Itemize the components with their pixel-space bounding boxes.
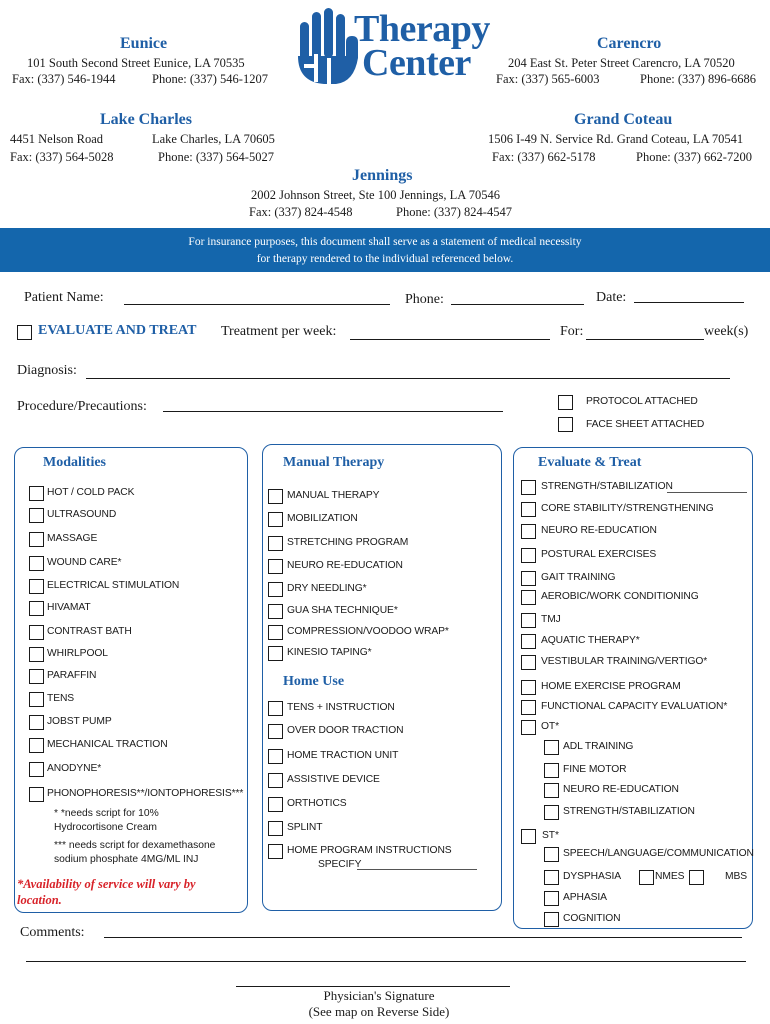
evaluate-treat-title: Evaluate & Treat: [538, 455, 642, 470]
modality-electrical-stimulation-label: ELECTRICAL STIMULATION: [47, 580, 180, 591]
nmes-label: NMES: [655, 871, 685, 882]
modality-whirlpool-label: WHIRLPOOL: [47, 648, 108, 659]
modality-anodyne-checkbox[interactable]: [29, 762, 44, 777]
procedure-field[interactable]: [163, 411, 503, 412]
location-carencro-fax: Fax: (337) 565-6003: [496, 72, 600, 86]
manual-kinesio-taping-checkbox[interactable]: [268, 646, 283, 661]
modality-electrical-stimulation-checkbox[interactable]: [29, 579, 44, 594]
st-aphasia-checkbox[interactable]: [544, 891, 559, 906]
ot-adl-training-label: ADL TRAINING: [563, 741, 634, 752]
ot-fine-motor-checkbox[interactable]: [544, 763, 559, 778]
home-over-door-traction-label: OVER DOOR TRACTION: [287, 725, 404, 736]
location-eunice-address: 101 South Second Street Eunice, LA 70535: [27, 56, 245, 70]
modality-contrast-bath-label: CONTRAST BATH: [47, 626, 132, 637]
phone-label: Phone:: [405, 292, 444, 307]
manual-compression-voodoo-wrap-label: COMPRESSION/VOODOO WRAP*: [287, 626, 449, 637]
evaluate-functional-capacity-evaluation-checkbox[interactable]: [521, 700, 536, 715]
mbs-label: MBS: [725, 871, 748, 882]
evaluate-strength-stabilization-checkbox[interactable]: [521, 480, 536, 495]
mbs-checkbox[interactable]: [689, 870, 704, 885]
manual-stretching-program-label: STRETCHING PROGRAM: [287, 537, 409, 548]
diagnosis-field[interactable]: [86, 378, 730, 379]
evaluate-ot-label: OT*: [541, 721, 560, 732]
manual-mobilization-label: MOBILIZATION: [287, 513, 358, 524]
location-jennings-address: 2002 Johnson Street, Ste 100 Jennings, LA 70546: [251, 188, 500, 202]
evaluate-home-exercise-program-label: HOME EXERCISE PROGRAM: [541, 681, 681, 692]
evaluate-neuro-re-education-checkbox[interactable]: [521, 524, 536, 539]
evaluate-treat-checkbox[interactable]: [17, 325, 32, 340]
strength-specify-field[interactable]: [667, 492, 747, 493]
nmes-checkbox[interactable]: [639, 870, 654, 885]
modality-wound-care-checkbox[interactable]: [29, 556, 44, 571]
medical-necessity-banner: [0, 228, 770, 272]
modality-phonophoresis-iontophoresis-checkbox[interactable]: [29, 787, 44, 802]
evaluate-gait-training-label: GAIT TRAINING: [541, 572, 616, 583]
specify-label: SPECIFY: [318, 859, 362, 870]
st-speech-language-communication-checkbox[interactable]: [544, 847, 559, 862]
modality-hivamat-checkbox[interactable]: [29, 601, 44, 616]
ot-neuro-re-education-label: NEURO RE-EDUCATION: [563, 784, 679, 795]
manual-compression-voodoo-wrap-checkbox[interactable]: [268, 625, 283, 640]
modality-massage-checkbox[interactable]: [29, 532, 44, 547]
location-jennings-phone: Phone: (337) 824-4547: [396, 205, 512, 219]
location-grand-coteau-name: Grand Coteau: [574, 111, 673, 128]
home-use-title: Home Use: [283, 674, 345, 689]
manual-manual-therapy-checkbox[interactable]: [268, 489, 283, 504]
location-jennings-fax: Fax: (337) 824-4548: [249, 205, 353, 219]
evaluate-aquatic-therapy-checkbox[interactable]: [521, 634, 536, 649]
location-eunice-fax: Fax: (337) 546-1944: [12, 72, 116, 86]
location-eunice-name: Eunice: [120, 35, 168, 52]
home-orthotics-label: ORTHOTICS: [287, 798, 347, 809]
weeks-label: week(s): [704, 324, 749, 339]
treatment-per-week-label: Treatment per week:: [221, 324, 337, 339]
hydrocortisone-note-1: * *needs script for 10%: [54, 808, 159, 819]
location-lake-charles-street: 4451 Nelson Road: [10, 132, 104, 146]
manual-manual-therapy-label: MANUAL THERAPY: [287, 490, 380, 501]
diagnosis-label: Diagnosis:: [17, 363, 77, 378]
logo-line1: Therapy: [354, 8, 490, 50]
modality-jobst-pump-label: JOBST PUMP: [47, 716, 112, 727]
modality-jobst-pump-checkbox[interactable]: [29, 715, 44, 730]
signature-line[interactable]: [236, 986, 510, 987]
modality-mechanical-traction-checkbox[interactable]: [29, 738, 44, 753]
st-speech-language-communication-label: SPEECH/LANGUAGE/COMMUNICATION: [563, 848, 754, 859]
home-splint-label: SPLINT: [287, 822, 323, 833]
home-home-traction-unit-checkbox[interactable]: [268, 749, 283, 764]
modality-whirlpool-checkbox[interactable]: [29, 647, 44, 662]
evaluate-treat-label: EVALUATE AND TREAT: [38, 323, 197, 338]
evaluate-gait-training-checkbox[interactable]: [521, 571, 536, 586]
modality-contrast-bath-checkbox[interactable]: [29, 625, 44, 640]
location-carencro-address: 204 East St. Peter Street Carencro, LA 70520: [508, 56, 735, 70]
manual-mobilization-checkbox[interactable]: [268, 512, 283, 527]
evaluate-aquatic-therapy-label: AQUATIC THERAPY*: [541, 635, 640, 646]
comments-field-line1[interactable]: [104, 937, 742, 938]
evaluate-tmj-label: TMJ: [541, 614, 561, 625]
evaluate-strength-stabilization-label: STRENGTH/STABILIZATION: [541, 481, 673, 492]
modality-hivamat-label: HIVAMAT: [47, 602, 91, 613]
modality-ultrasound-label: ULTRASOUND: [47, 509, 117, 520]
manual-dry-needling-checkbox[interactable]: [268, 582, 283, 597]
ot-fine-motor-label: FINE MOTOR: [563, 764, 627, 775]
home-over-door-traction-checkbox[interactable]: [268, 724, 283, 739]
protocol-attached-label: PROTOCOL ATTACHED: [586, 396, 698, 407]
face-sheet-checkbox[interactable]: [558, 417, 573, 432]
banner-line2: for therapy rendered to the individual referenced below.: [256, 253, 514, 265]
manual-therapy-title: Manual Therapy: [283, 455, 385, 470]
logo: [296, 8, 496, 88]
ot-strength-stabilization-checkbox[interactable]: [544, 805, 559, 820]
modality-massage-label: MASSAGE: [47, 533, 98, 544]
evaluate-tmj-checkbox[interactable]: [521, 613, 536, 628]
home-home-program-instructions-checkbox[interactable]: [268, 844, 283, 859]
hydrocortisone-note-2: Hydrocortisone Cream: [54, 822, 158, 833]
home-splint-checkbox[interactable]: [268, 821, 283, 836]
manual-stretching-program-checkbox[interactable]: [268, 536, 283, 551]
comments-label: Comments:: [20, 925, 85, 940]
evaluate-core-stability-strengthening-checkbox[interactable]: [521, 502, 536, 517]
location-jennings-name: Jennings: [352, 167, 413, 184]
date-label: Date:: [596, 290, 627, 305]
location-carencro-phone: Phone: (337) 896-6686: [640, 72, 756, 86]
location-lake-charles-name: Lake Charles: [100, 111, 192, 128]
modality-paraffin-checkbox[interactable]: [29, 669, 44, 684]
modalities-title: Modalities: [43, 455, 106, 470]
modality-paraffin-label: PARAFFIN: [47, 670, 97, 681]
home-home-program-instructions-label: HOME PROGRAM INSTRUCTIONS: [287, 845, 452, 856]
ot-adl-training-checkbox[interactable]: [544, 740, 559, 755]
evaluate-aerobic-work-conditioning-label: AEROBIC/WORK CONDITIONING: [541, 591, 699, 602]
patient-name-field[interactable]: [124, 304, 390, 305]
evaluate-core-stability-strengthening-label: CORE STABILITY/STRENGTHENING: [541, 503, 714, 514]
ot-neuro-re-education-checkbox[interactable]: [544, 783, 559, 798]
manual-neuro-re-education-label: NEURO RE-EDUCATION: [287, 560, 403, 571]
modality-hot-cold-pack-label: HOT / COLD PACK: [47, 487, 135, 498]
comments-field-line2[interactable]: [26, 961, 746, 962]
st-header-st-label: ST*: [542, 830, 559, 841]
st-header-st-checkbox[interactable]: [521, 829, 536, 844]
modality-ultrasound-checkbox[interactable]: [29, 508, 44, 523]
evaluate-vestibular-training-vertigo-label: VESTIBULAR TRAINING/VERTIGO*: [541, 656, 708, 667]
location-grand-coteau-phone: Phone: (337) 662-7200: [636, 150, 752, 164]
logo-line2: Center: [362, 42, 471, 84]
evaluate-functional-capacity-evaluation-label: FUNCTIONAL CAPACITY EVALUATION*: [541, 701, 728, 712]
manual-gua-sha-technique-label: GUA SHA TECHNIQUE*: [287, 605, 398, 616]
st-dysphasia-checkbox[interactable]: [544, 870, 559, 885]
st-dysphasia-label: DYSPHASIA: [563, 871, 622, 882]
st-cognition-checkbox[interactable]: [544, 912, 559, 927]
location-lake-charles-phone: Phone: (337) 564-5027: [158, 150, 274, 164]
phone-field[interactable]: [451, 304, 584, 305]
signature-label: Physician's Signature: [323, 988, 435, 1003]
face-sheet-label: FACE SHEET ATTACHED: [586, 419, 705, 430]
evaluate-vestibular-training-vertigo-checkbox[interactable]: [521, 655, 536, 670]
availability-note-2: location.: [17, 893, 62, 907]
st-cognition-label: COGNITION: [563, 913, 621, 924]
modality-anodyne-label: ANODYNE*: [47, 763, 102, 774]
treatment-per-week-field[interactable]: [350, 339, 550, 340]
home-tens-instruction-label: TENS + INSTRUCTION: [287, 702, 395, 713]
home-tens-instruction-checkbox[interactable]: [268, 701, 283, 716]
st-aphasia-label: APHASIA: [563, 892, 607, 903]
evaluate-aerobic-work-conditioning-checkbox[interactable]: [521, 590, 536, 605]
modality-mechanical-traction-label: MECHANICAL TRACTION: [47, 739, 168, 750]
home-assistive-device-checkbox[interactable]: [268, 773, 283, 788]
location-eunice-phone: Phone: (337) 546-1207: [152, 72, 268, 86]
evaluate-ot-checkbox[interactable]: [521, 720, 536, 735]
hand-logo-icon: [296, 8, 362, 86]
manual-gua-sha-technique-checkbox[interactable]: [268, 604, 283, 619]
manual-neuro-re-education-checkbox[interactable]: [268, 559, 283, 574]
specify-field[interactable]: [357, 869, 477, 870]
procedure-label: Procedure/Precautions:: [17, 399, 147, 414]
banner-line1: For insurance purposes, this document shall serve as a statement of medical necessity: [188, 236, 582, 248]
location-grand-coteau-address: 1506 I-49 N. Service Rd. Grand Coteau, LA 70541: [488, 132, 744, 146]
weeks-field[interactable]: [586, 339, 704, 340]
home-home-traction-unit-label: HOME TRACTION UNIT: [287, 750, 399, 761]
home-assistive-device-label: ASSISTIVE DEVICE: [287, 774, 380, 785]
dexamethasone-note-2: sodium phosphate 4MG/ML INJ: [54, 854, 199, 865]
evaluate-home-exercise-program-checkbox[interactable]: [521, 680, 536, 695]
modality-phonophoresis-iontophoresis-label: PHONOPHORESIS**/IONTOPHORESIS***: [47, 788, 244, 799]
manual-dry-needling-label: DRY NEEDLING*: [287, 583, 367, 594]
dexamethasone-note-1: *** needs script for dexamethasone: [54, 840, 216, 851]
modality-wound-care-label: WOUND CARE*: [47, 557, 122, 568]
availability-note-1: *Availability of service will vary by: [17, 877, 196, 891]
evaluate-neuro-re-education-label: NEURO RE-EDUCATION: [541, 525, 657, 536]
home-orthotics-checkbox[interactable]: [268, 797, 283, 812]
date-field[interactable]: [634, 302, 744, 303]
manual-kinesio-taping-label: KINESIO TAPING*: [287, 647, 372, 658]
evaluate-postural-exercises-label: POSTURAL EXERCISES: [541, 549, 657, 560]
location-lake-charles-city: Lake Charles, LA 70605: [152, 132, 275, 146]
modality-hot-cold-pack-checkbox[interactable]: [29, 486, 44, 501]
map-note: (See map on Reverse Side): [308, 1004, 450, 1019]
ot-strength-stabilization-label: STRENGTH/STABILIZATION: [563, 806, 695, 817]
evaluate-postural-exercises-checkbox[interactable]: [521, 548, 536, 563]
patient-name-label: Patient Name:: [24, 290, 104, 305]
location-carencro-name: Carencro: [597, 35, 662, 52]
protocol-attached-checkbox[interactable]: [558, 395, 573, 410]
modality-tens-label: TENS: [47, 693, 75, 704]
modality-tens-checkbox[interactable]: [29, 692, 44, 707]
location-lake-charles-fax: Fax: (337) 564-5028: [10, 150, 114, 164]
location-grand-coteau-fax: Fax: (337) 662-5178: [492, 150, 596, 164]
for-label: For:: [560, 324, 584, 339]
